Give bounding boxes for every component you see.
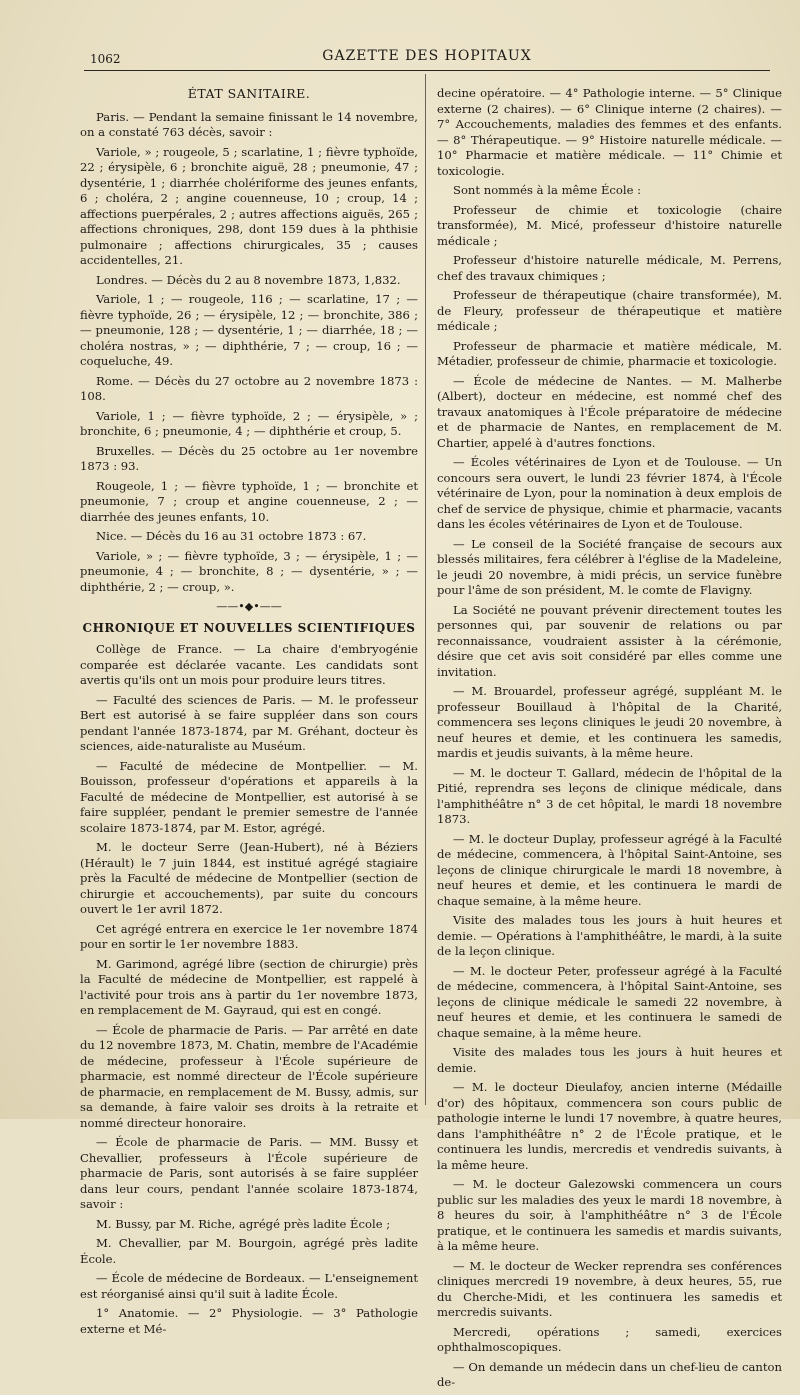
chronique-paragraph: 1° Anatomie. — 2° Physiologie. — 3° Pathologie externe et Mé- xyxy=(80,1306,418,1336)
article-paragraph: — M. le docteur Galezowski commencera un cours public sur les maladies des yeux le mardi 18 novembre, à 8 heures du soir, à l'amphithéâtre n° 3 de l'École pratique, et le continuera les samedis et mardis suivants, à la même heure. xyxy=(437,1177,782,1253)
section-ornament: ——•◆•—— xyxy=(216,600,282,613)
londres-intro: Londres. — Décès du 2 au 8 novembre 1873, 1,832. xyxy=(96,272,401,287)
header-rule xyxy=(84,70,770,71)
article-paragraph: — M. Brouardel, professeur agrégé, suppléant M. le professeur Bouillaud à l'hôpital de la Charité, commencera ses leçons cliniques le jeudi 20 novembre, à neuf heures et demie, et les continuera les samedis, mardis et jeudis suivants, à la même heure. xyxy=(437,684,782,760)
right-column xyxy=(437,86,782,1395)
chronique-paragraph: — Faculté des sciences de Paris. — M. le professeur Bert est autorisé à se faire suppléer dans son cours pendant l'année 1873-1874, par M. Gréhant, docteur ès sciences, aide-naturaliste au Muséum. xyxy=(80,692,418,753)
etat-sanitaire-heading: ÉTAT SANITAIRE. xyxy=(187,86,311,101)
chronique-paragraph: M. le docteur Serre (Jean-Hubert), né à Béziers (Hérault) le 7 juin 1844, est institué agrégé stagiaire près la Faculté de médecine de Montpellier (section de chirurgie et accouchements), par suite du concours ouvert le 1er avril 1872. xyxy=(80,840,418,916)
left-column xyxy=(80,86,418,1341)
chronique-paragraph: — Faculté de médecine de Montpellier. — M. Bouisson, professeur d'opérations et appareils à la Faculté de médecine de Montpellier, est autorisé à se faire suppléer, pendant le premier semestre de l'année scolaire 1873-1874, par M. Estor, agrégé. xyxy=(80,758,418,835)
chronique-paragraph: — École de médecine de Bordeaux. — L'enseignement est réorganisé ainsi qu'il suit à ladite École. xyxy=(80,1271,418,1301)
bruxelles-stats: Rougeole, 1 ; — fièvre typhoïde, 1 ; — bronchite et pneumonie, 7 ; croup et angine couenneuse, 2 ; — diarrhée des jeunes enfants, 10. xyxy=(80,478,418,524)
chronique-paragraph: — École de pharmacie de Paris. — MM. Bussy et Chevallier, professeurs à l'École supérieure de pharmacie de Paris, sont autorisés à se faire suppléer dans leur cours, pendant l'année scolaire 1873-1874, savoir : xyxy=(80,1135,418,1211)
article-paragraph: Professeur de thérapeutique (chaire transformée), M. de Fleury, professeur de thérapeutique et matière médicale ; xyxy=(437,288,782,333)
article-paragraph: — On demande un médecin dans un chef-lieu de canton de- xyxy=(437,1359,782,1389)
article-paragraph: La Société ne pouvant prévenir directement toutes les personnes qui, par souvenir de relations ou par reconnaissance, voudraient assister à la cérémonie, désire que cet avis soit considéré par elles comme une invitation. xyxy=(437,602,782,679)
article-paragraph: — Le conseil de la Société française de secours aux blessés militaires, fera célébrer à l'église de la Madeleine, le jeudi 20 novembre, à midi précis, un service funèbre pour l'âme de son président, M. le comte de Flavigny. xyxy=(437,536,782,597)
article-paragraph: Professeur de pharmacie et matière médicale, M. Métadier, professeur de chimie, pharmacie et toxicologie. xyxy=(437,338,782,368)
nice-stats: Variole, » ; — fièvre typhoïde, 3 ; — érysipèle, 1 ; — pneumonie, 4 ; — bronchite, 8 ; — dysentérie, » ; — diphthérie, 2 ; — croup, ». xyxy=(80,548,418,594)
rome-stats: Variole, 1 ; — fièvre typhoïde, 2 ; — érysipèle, » ; bronchite, 6 ; pneumonie, 4 ; — diphthérie et croup, 5. xyxy=(80,408,418,438)
article-paragraph: Mercredi, opérations ; samedi, exercices ophthalmoscopiques. xyxy=(437,1324,782,1354)
article-paragraph: — École de médecine de Nantes. — M. Malherbe (Albert), docteur en médecine, est nommé chef des travaux anatomiques à l'École préparatoire de médecine et de pharmacie de Nantes, en remplacement de M. Chartier, appelé à d'autres fonctions. xyxy=(437,373,782,450)
paris-stats: Variole, » ; rougeole, 5 ; scarlatine, 1 ; fièvre typhoïde, 22 ; érysipèle, 6 ; bronchite aiguë, 28 ; pneumonie, 47 ; dysentérie, 1 ; diarrhée cholériforme des jeunes enfants, 6 ; choléra, 2 ; angine couenneuse, 10 ; croup, 14 ; affections puerpérales, 2 ; autres affections aiguës, 265 ; affections chroniques, 298, dont 159 dues à la phthisie pulmonaire ; affections chirurgicales, 35 ; causes accidentelles, 21. xyxy=(80,144,418,267)
chronique-paragraph: M. Garimond, agrégé libre (section de chirurgie) près la Faculté de médecine de Montpellier, est rappelé à l'activité pour trois ans à partir du 1er novembre 1873, en remplacement de M. Gayraud, qui est en congé. xyxy=(80,956,418,1017)
chronique-paragraph: Cet agrégé entrera en exercice le 1er novembre 1874 pour en sortir le 1er novembre 1883. xyxy=(80,921,418,951)
nice-intro: Nice. — Décès du 16 au 31 octobre 1873 : 67. xyxy=(96,529,367,543)
article-paragraph: — M. le docteur T. Gallard, médecin de l'hôpital de la Pitié, reprendra ses leçons de clinique médicale, dans l'amphithéâtre n° 3 de cet hôpital, le mardi 18 novembre 1873. xyxy=(437,765,782,826)
journal-title: GAZETTE DES HOPITAUX xyxy=(322,48,532,64)
page-header xyxy=(84,48,770,66)
article-paragraph: Visite des malades tous les jours à huit heures et demie. — Opérations à l'amphithéâtre, le mardi, à la suite de la leçon clinique. xyxy=(437,913,782,958)
chronique-paragraph: Collège de France. — La chaire d'embryogénie comparée est déclarée vacante. Les candidats sont avertis qu'ils ont un mois pour produire leurs titres. xyxy=(80,642,418,687)
londres-stats: Variole, 1 ; — rougeole, 116 ; — scarlatine, 17 ; — fièvre typhoïde, 26 ; — érysipèle, 12 ; — bronchite, 386 ; — pneumonie, 128 ; — dysentérie, 1 ; — diarrhée, 18 ; — choléra nostras, » ; — diphthérie, 7 ; — croup, 16 ; — coqueluche, 49. xyxy=(80,292,418,368)
article-paragraph: Sont nommés à la même École : xyxy=(453,183,642,197)
chronique-paragraph: M. Chevallier, par M. Bourgoin, agrégé près ladite École. xyxy=(80,1236,418,1266)
article-paragraph: — Écoles vétérinaires de Lyon et de Toulouse. — Un concours sera ouvert, le lundi 23 février 1874, à l'École vétérinaire de Lyon, pour la nomination à deux emplois de chef de service de physique, chimie et pharmacie, vacants dans les écoles vétérinaires de Lyon et de Toulouse. xyxy=(437,455,782,531)
chronique-heading: CHRONIQUE ET NOUVELLES SCIENTIFIQUES xyxy=(82,620,416,635)
page-number: 1062 xyxy=(90,52,121,66)
article-paragraph: — M. le docteur Duplay, professeur agrégé à la Faculté de médecine, commencera, à l'hôpital Saint-Antoine, ses leçons de clinique chirurgicale le mardi 18 novembre, à neuf heures et demie, et les continuera le mardi de chaque semaine, à la même heure. xyxy=(437,831,782,908)
article-paragraph: Professeur d'histoire naturelle médicale, M. Perrens, chef des travaux chimiques ; xyxy=(437,253,782,283)
article-paragraph: — M. le docteur de Wecker reprendra ses conférences cliniques mercredi 19 novembre, à deux heures, 55, rue du Cherche-Midi, et les continuera les samedis et mercredis suivants. xyxy=(437,1258,782,1319)
article-paragraph: decine opératoire. — 4° Pathologie interne. — 5° Clinique externe (2 chaires). — 6° Clinique interne (2 chaires). — 7° Accouchements, maladies des femmes et des enfants. — 8° Thérapeutique. — 9° Histoire naturelle médicale. — 10° Pharmacie et matière médicale. — 11° Chimie et toxicologie. xyxy=(437,86,782,178)
column-divider xyxy=(425,74,426,1105)
article-paragraph: Visite des malades tous les jours à huit heures et demie. xyxy=(437,1045,782,1075)
paris-intro: Paris. — Pendant la semaine finissant le 14 novembre, on a constaté 763 décès, savoir : xyxy=(80,109,418,139)
bruxelles-intro: Bruxelles. — Décès du 25 octobre au 1er novembre 1873 : 93. xyxy=(80,443,418,473)
article-paragraph: — M. le docteur Peter, professeur agrégé à la Faculté de médecine, commencera, à l'hôpital Saint-Antoine, ses leçons de clinique médicale le samedi 22 novembre, à neuf heures et demie, et les continuera le samedi de chaque semaine, à la même heure. xyxy=(437,963,782,1040)
rome-intro: Rome. — Décès du 27 octobre au 2 novembre 1873 : 108. xyxy=(80,373,418,403)
article-paragraph: Professeur de chimie et toxicologie (chaire transformée), M. Micé, professeur d'histoire naturelle médicale ; xyxy=(437,202,782,248)
article-paragraph: — M. le docteur Dieulafoy, ancien interne (Médaille d'or) des hôpitaux, commencera son cours public de pathologie interne le lundi 17 novembre, à quatre heures, dans l'amphithéâtre n° 2 de l'École pratique, et le continuera les lundis, mercredis et vendredis suivants, à la même heure. xyxy=(437,1080,782,1172)
chronique-paragraph: — École de pharmacie de Paris. — Par arrêté en date du 12 novembre 1873, M. Chatin, membre de l'Académie de médecine, professeur à l'École supérieure de pharmacie, est nommé directeur de l'École supérieure de pharmacie, en remplacement de M. Bussy, admis, sur sa demande, à faire valoir ses droits à la retraite et nommé directeur honoraire. xyxy=(80,1022,418,1130)
chronique-paragraph: M. Bussy, par M. Riche, agrégé près ladite École ; xyxy=(96,1216,391,1231)
